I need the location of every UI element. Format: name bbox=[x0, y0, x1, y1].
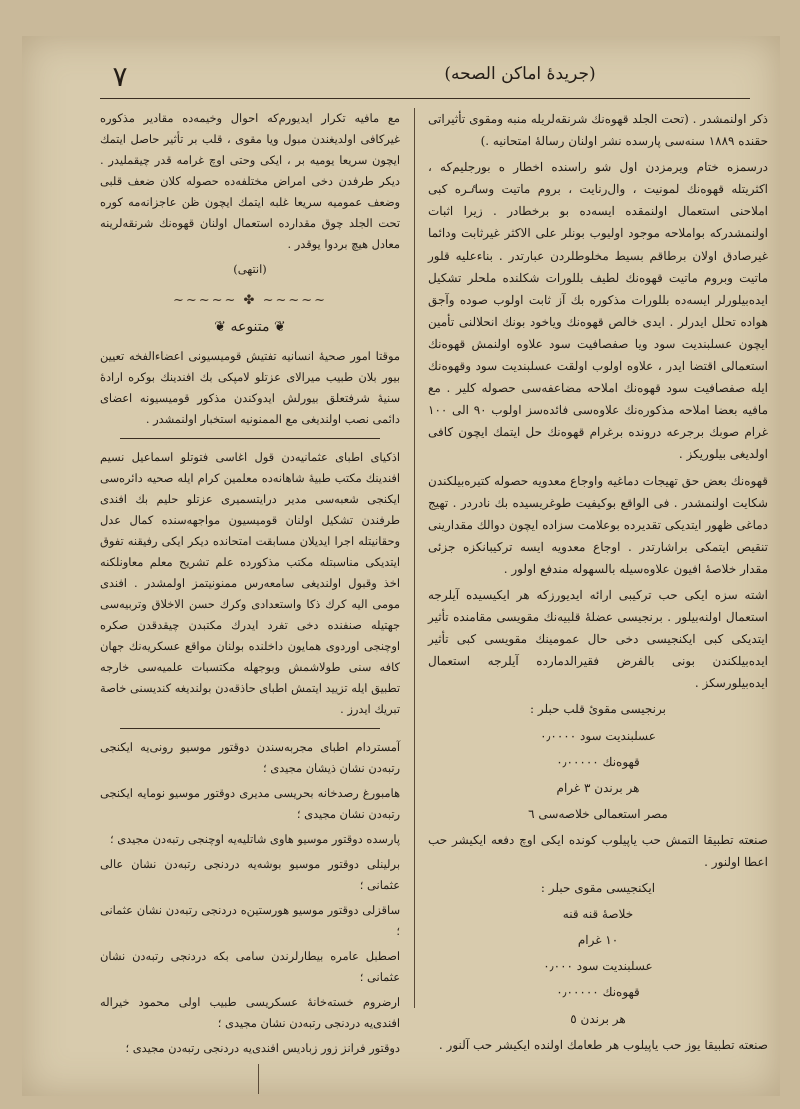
honor-item: هامبورغ رصدخانه بحریسی مدیری دوقتور موسیو نومایه ایکنجی رتبه‌دن نشان مجیدی ؛ bbox=[100, 786, 400, 821]
paragraph: درسمزه ختام ويرمزدن اول شو راسنده اخطار ه‌ بورجلیم‌که ، اکثریتله قهوه‌نك لمونیت ، وال‌رنايت ، بروم ماتيت وساٸره کبی املاحنی استعمال اولنمقده ایسه‌ده بو برخطادر . زیرا اثبات اولنمشدرکه بواملاحه موجود اولیوب بونلر علی الاکثر غیرثابت ودائما غیرصادق اولان برطاقم بسیط مخلوطلردن عبارتدر . بناءعلیه قلور ماتیت وبروم ماتیت قهوه‌نك لطیف بللورات شکلنده ملحلر تشکیل ایده‌بیلورلر ایسه‌ده بللورات مذکوره بك آز ثابت اولوب صوده وآجق هواده تحلل ایدرلر . ایدی خالص قهوه‌نك وياخود بونك انحلالنی تأمین ایچون عسلبنديت سود ويا صفصافيت سود علاوه اولنمش قهوه‌نك استعمالی اقتضا ایدر ، علاوه اولوب اولقت عسلبندیت سود وقهوه‌نك ایله صفصافیت سود قهوه‌نك املاحه مضاعفه‌سی حصوله کلیر . مع مافیه بعضا املاحه مذکوره‌نك علاوه‌سی فائده‌سز اولوب ٩٠ الی ١٠٠ غرام صوبك برجرعه درونده برغرام قهوه‌نك حل ایتمك ایچون کافی اولدیغی بیلوریکز . bbox=[428, 160, 769, 462]
page-header bbox=[100, 60, 780, 100]
prescription-line: عسلبنديت سود ٠٫٠٠٠ bbox=[543, 959, 653, 974]
prescription-instruction: صنعته تطبیقا التمش حب یاپیلوب کونده ایکی اوچ دفعه ایکیشر حب اعطا اولنور . bbox=[428, 832, 768, 869]
end-mark: (انتهی) bbox=[233, 262, 267, 276]
section-title: ❦ متنوعه ❦ bbox=[214, 319, 286, 335]
paragraph: ذکر اولنمشدر . (تحت الجلد قهوه‌نك شرنقه‌لريله منبه ومقوی تأثیراتی حقنده ١٨٨٩ سنه‌سی پارسده نشر اولنان رساله‌ٔ امتحانیه .) bbox=[428, 112, 768, 149]
news-item: موقتا امور صحیهٔ انسانیه تفتیش قومیسیونی اعضاءالفخه تعیین بیور بلان طبیب میرالای عزتلو لامپکی بك افندینك بوکره اراده‌ٔ سنیه‌ٔ شرفتعلق بیورلش ایدوکندن مذکور قومیسیونه اعضای دائمی نصب اولندیغی مع الممنونیه استخبار اولنمشدر . bbox=[100, 349, 400, 426]
flourish-icon: ❦ bbox=[214, 319, 231, 335]
divider bbox=[120, 728, 380, 729]
column-divider bbox=[414, 108, 415, 1008]
honor-item: ارضروم خسته‌خانهٔ عسکریسی طبیب اولی محمود خیراله افندی‌یه دردنجی رتبه‌دن نشان مجیدی ؛ bbox=[100, 995, 400, 1030]
page-number: ٧ bbox=[112, 60, 128, 93]
flourish-icon: ❦ bbox=[269, 319, 286, 335]
prescription-amount: ١٠ غرام bbox=[577, 933, 619, 948]
prescription-amount: هر برندن ٣ غرام bbox=[556, 780, 640, 795]
paragraph: اشته سزه ایکی حب ترکيبی ارائه ایدیورزکه هر ایکیسیده آیلرجه استعمال اولنه‌بیلور . برنجیسی عضله‌ٔ قلبیه‌نك مقويسی مقامنده تأثیر ایتدیکی کبی ایکنجیسی دخی حال عمومینك مقویسی کبی تأثیر ایده‌بیلکندن بونی بالفرض فقیرالدمارده آیلرجه استعمال ایده‌بیلورسکز . bbox=[428, 587, 768, 691]
honor-item: پارسده دوقتور موسیو هاوی شاتلیه‌یه اوچنجی رتبه‌دن مجیدی ؛ bbox=[109, 832, 400, 846]
prescription-line: خلاصهٔ قنه قنه bbox=[562, 907, 634, 922]
prescription-amount: هر برندن ٥ bbox=[570, 1011, 626, 1026]
honor-item: اصطبل عامره بیطارلرندن سامی بکه دردنجی رتبه‌دن نشان عثمانی ؛ bbox=[100, 949, 400, 984]
prescription-line: عسلبنديت سود ٠٫٠٠٠٠ bbox=[540, 728, 656, 743]
prescription-line: مصر استعمالی خلاصه‌سی ٦ bbox=[528, 806, 668, 821]
paragraph: مع مافیه تکرار ایدیورم‌که احوال وخیمه‌ده مقادیر مذکوره غیرکافی اولدیغندن مبول ویا مقوی ، قلب بر تأثیر حاصل ایتمك ایچون سریعا یومیه بر ، ایکی وحتی اوچ غرامه قدر چیقملیدر . دیکر طرفدن دخی امراض مختلفه‌ده حصوله کلان ضعف قلبی وضعف عمومیه سریعا غلبه ایتمك ایچون ظن عاجزانه‌مه کوره تحت الجلد چوق مقدارده استعمال اولنان قهوه‌نك شرنقه‌لرینه معادل هیچ بردوا یوقدر . bbox=[100, 111, 400, 251]
honor-item: آمستردام اطبای مجربه‌سندن دوقتور موسیو رونی‌یه ایکنجی رتبه‌دن نشان ذیشان مجیدی ؛ bbox=[100, 740, 400, 775]
right-column bbox=[428, 108, 768, 1060]
honor-item: برلینلی دوقتور موسیو بوشه‌یه دردنجی رتبه‌دن نشان عالی عثمانی ؛ bbox=[100, 857, 400, 892]
honor-item: دوقتور فرانز زور زبادیس افندی‌یه دردنجی رتبه‌دن مجیدی ؛ bbox=[125, 1041, 400, 1055]
header-rule bbox=[100, 98, 750, 99]
prescription-instruction: صنعته تطبیقا یوز حب یاپیلوب هر طعامك اولنده ایکیشر حب آلنور . bbox=[438, 1037, 768, 1052]
honor-item: ساقزلی دوقتور موسیو هورستین‌ه دردنجی رتبه‌دن نشان عثمانی ؛ bbox=[100, 903, 400, 938]
prescription-line: قهوه‌نك ٠٫٠٠٠٠٠ bbox=[556, 985, 640, 1000]
prescription-title: ایکنجیسی مقوی حبلر : bbox=[540, 881, 656, 896]
paragraph: قهوه‌نك بعض حق تهيجات دماغیه واوجاع معدويه حصوله كتیره‌بیلکندن شکایت اولنمشدر . فی الواقع بوکیفیت طوغریسیده بك نادردر . تهیج دماغی ظهور ایتدیکی تقدیرده‌ بوعلامت سزاده ایچون دوالك مقدارینی تنقیص ایتمکی براشارتدر . اوجاع معدويه ایسه ترکیبانکزه جزئی مقدار خلاصهٔ افیون علاوه‌سیله بالسهوله مندفع اولور . bbox=[428, 473, 768, 576]
news-item: اذکیای اطبای عثمانیه‌دن قول اغاسی فتوتلو اسماعیل نسیم افندینك مکتب طبیهٔ شاهانه‌ده معلمین کرام ایله صحیه دائره‌سی ایکنجی شعبه‌سی مدیر درایتسمیری عزتلو حلیم بك افندی طرفندن تشکیل اولنان قومیسیون مواجهه‌سنده کمال عدل وحقانیتله اجرا ایدیلان مسابقت امتحانده دیکر ایکی رفیقنه تفوق ایتدیکی مناسبتله مکتب مذکورده علم تشریح معلم معاونلکنه اخذ وقبول اولندیغی سامعه‌رس ممنونیتمز اولمشدر . افندی مومی الیه کرك ذکا واستعدادی وکرك حسن الاخلاق وتربیه‌سی جهتیله صنفنده دخی تفرد ایدرك مکتبدن چیقدقدن صکره اوچنجی اوردوی همایون داخلنده بولنان مواقع عسکریه‌نك جهان کافه سنی طولاشمش وبوجهله مکتسبات علمیه‌سی خارجه تطبیق ایله تزیید ایتمش اطبای حاذقه‌دن بولندیغه کندیسنی خاصة تبریك ایدرز . bbox=[100, 450, 400, 716]
prescription-2 bbox=[428, 877, 768, 1056]
ornament-divider: ~~~~~ ✤ ~~~~~ bbox=[172, 293, 328, 308]
prescription-title: برنجیسی مقوئ قلب حبلر : bbox=[530, 702, 666, 717]
prescription-1 bbox=[428, 698, 768, 873]
left-column bbox=[100, 108, 400, 1063]
journal-title: (جريدهٔ اماكن الصحه) bbox=[444, 64, 596, 84]
page-mark bbox=[258, 1064, 259, 1094]
prescription-line: قهوه‌نك ٠٫٠٠٠٠٠ bbox=[556, 754, 640, 769]
divider bbox=[120, 438, 380, 439]
